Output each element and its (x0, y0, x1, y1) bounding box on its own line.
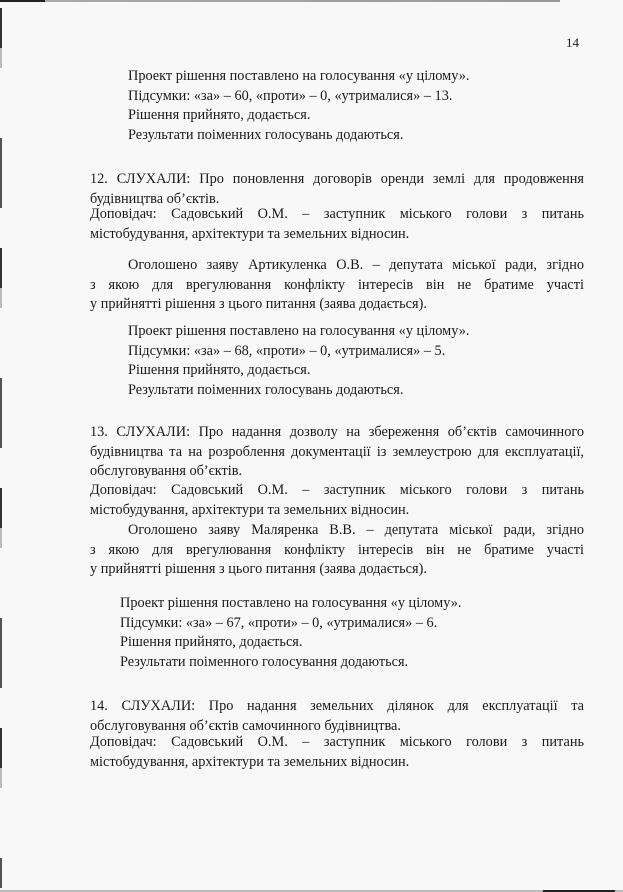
statement-line: у прийнятті рішення з цього питання (заява додається). (90, 561, 427, 577)
vote-line: Проект рішення поставлено на голосування «у цілому». (128, 323, 470, 339)
vote-line: Проект рішення поставлено на голосування «у цілому». (128, 68, 470, 84)
item-13-speaker (90, 481, 584, 520)
heading-line: 14. СЛУХАЛИ: Про надання земельних ділянок для експлуатації та (90, 698, 584, 714)
item-12-heading (90, 170, 584, 209)
item-13-heading (90, 423, 584, 482)
item-14-speaker (90, 733, 584, 772)
item-14-heading (90, 697, 584, 736)
speaker-line: Доповідач: Садовський О.М. – заступник міського голови з питань (90, 482, 584, 498)
speaker-line: містобудування, архітектури та земельних відносин. (90, 225, 410, 242)
vote-line: Підсумки: «за» – 60, «проти» – 0, «утрималися» – 13. (128, 87, 453, 104)
vote-line: Результати поіменного голосування додаються. (120, 653, 409, 670)
item-13-statement (90, 521, 584, 580)
vote-line: Результати поіменних голосувань додаються. (128, 126, 404, 143)
item-12-vote (128, 322, 548, 400)
vote-line: Проект рішення поставлено на голосування «у цілому». (120, 595, 462, 611)
speaker-line: містобудування, архітектури та земельних відносин. (90, 501, 410, 518)
page-number: 14 (566, 35, 579, 50)
vote-line: Рішення прийнято, додається. (128, 362, 311, 378)
statement-line: у прийнятті рішення з цього питання (заява додається). (90, 296, 427, 312)
heading-line: будівництва та на розроблення документації із землеустрою для експлуатації, (90, 443, 584, 460)
heading-line: будівництва об’єктів. (90, 190, 220, 207)
speaker-line: містобудування, архітектури та земельних відносин. (90, 753, 410, 770)
item-12-statement (90, 256, 584, 315)
scan-edge-left (0, 8, 2, 888)
vote-line: Підсумки: «за» – 68, «проти» – 0, «утрималися» – 5. (128, 342, 446, 359)
vote-line: Підсумки: «за» – 67, «проти» – 0, «утрималися» – 6. (120, 614, 438, 631)
heading-line: 13. СЛУХАЛИ: Про надання дозволу на збереження об’єктів самочинного (90, 424, 584, 440)
statement-line: з якою для врегулювання конфлікту інтересів він не братиме участі (90, 541, 584, 558)
item-12-speaker (90, 205, 584, 244)
vote-line: Рішення прийнято, додається. (120, 634, 303, 650)
item-13-vote (120, 594, 540, 672)
speaker-line: Доповідач: Садовський О.М. – заступник міського голови з питань (90, 734, 584, 750)
statement-line: Оголошено заяву Маляренка В.В. – депутата міської ради, згідно (128, 522, 584, 538)
heading-line: обслуговування об’єктів самочинного будівництва. (90, 717, 401, 734)
vote-line: Результати поіменних голосувань додаються. (128, 381, 404, 398)
statement-line: з якою для врегулювання конфлікту інтересів він не братиме участі (90, 276, 584, 293)
vote-block-1 (128, 67, 548, 145)
scan-edge-top (0, 0, 560, 2)
speaker-line: Доповідач: Садовський О.М. – заступник міського голови з питань (90, 206, 584, 222)
statement-line: Оголошено заяву Артикуленка О.В. – депутата міської ради, згідно (128, 257, 584, 273)
heading-line: обслуговування об’єктів. (90, 463, 243, 479)
heading-line: 12. СЛУХАЛИ: Про поновлення договорів оренди землі для продовження (90, 171, 584, 187)
vote-line: Рішення прийнято, додається. (128, 107, 311, 123)
